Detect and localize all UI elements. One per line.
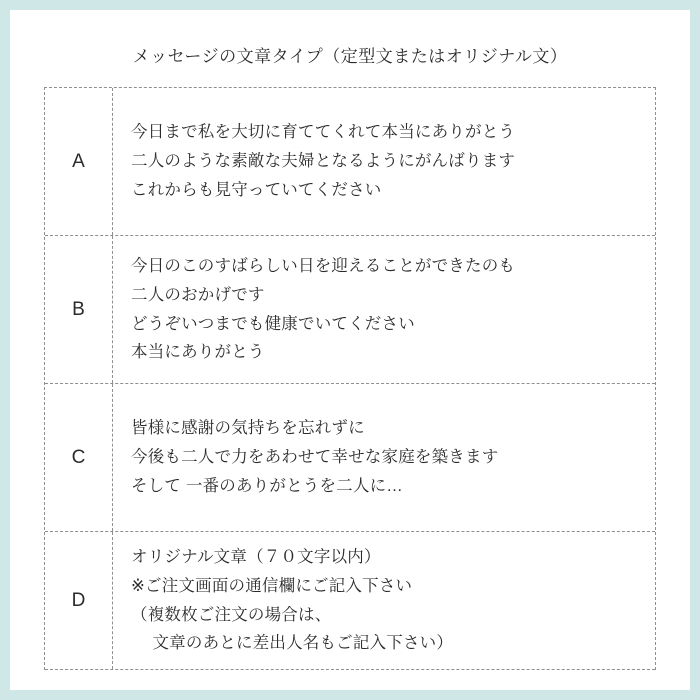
document-inner: [10, 10, 690, 690]
text-line: オリジナル文章（７０文字以内）: [131, 547, 381, 566]
text-line: 二人のおかげです: [131, 285, 265, 304]
text-line: 今後も二人で力をあわせて幸せな家庭を築きます: [131, 448, 499, 467]
text-line: 皆様に感謝の気持ちを忘れずに: [131, 419, 365, 438]
row-text-a: [113, 88, 655, 235]
text-line: 文章のあとに差出人名もご記入下さい）: [131, 634, 454, 653]
row-text-d: [113, 532, 655, 669]
row-label-a: A: [45, 88, 113, 235]
text-line: ※ご注文画面の通信欄にご記入下さい: [131, 576, 413, 595]
text-line: そして 一番のありがとうを二人に…: [131, 476, 403, 495]
table-row: [45, 88, 655, 236]
page-title: メッセージの文章タイプ（定型文またはオリジナル文）: [132, 47, 568, 66]
text-line: これからも見守っていてください: [131, 180, 382, 199]
table-row: [45, 532, 655, 670]
text-line: どうぞいつまでも健康でいてください: [131, 314, 415, 333]
row-label-b: B: [45, 236, 113, 383]
row-text-b: [113, 236, 655, 383]
table-row: [45, 384, 655, 532]
message-type-table: [44, 87, 656, 670]
row-text-c: [113, 384, 655, 531]
table-row: [45, 236, 655, 384]
row-label-d: D: [45, 532, 113, 669]
text-line: 今日のこのすばらしい日を迎えることができたのも: [131, 256, 516, 275]
text-line: 二人のような素敵な夫婦となるようにがんばります: [131, 152, 516, 171]
row-label-c: C: [45, 384, 113, 531]
text-line: 今日まで私を大切に育ててくれて本当にありがとう: [131, 123, 516, 142]
text-line: 本当にありがとう: [131, 343, 265, 362]
text-line: （複数枚ご注文の場合は、: [131, 605, 332, 624]
